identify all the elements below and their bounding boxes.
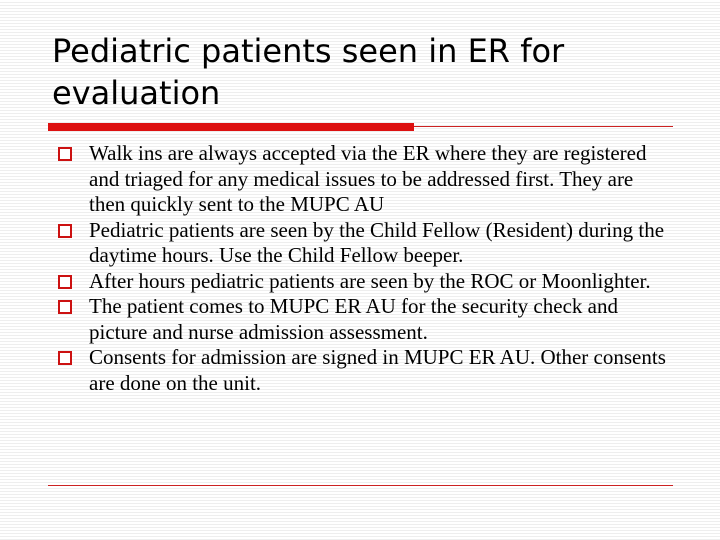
bullet-list <box>58 141 668 396</box>
title-underline-accent <box>48 123 414 131</box>
hollow-square-icon <box>58 147 72 161</box>
hollow-square-icon <box>58 300 72 314</box>
bullet-text: Walk ins are always accepted via the ER where they are registered and triaged for any medical issues to be addressed first. They are then quickly sent to the MUPC AU <box>89 141 647 216</box>
title-underline <box>48 123 673 131</box>
title-underline-thin <box>414 126 673 127</box>
bottom-divider <box>48 485 673 486</box>
bullet-item <box>58 218 668 269</box>
bullet-item <box>58 141 668 218</box>
hollow-square-icon <box>58 224 72 238</box>
slide-title: Pediatric patients seen in ER for evaluation <box>52 32 565 112</box>
bullet-item <box>58 345 668 396</box>
hollow-square-icon <box>58 351 72 365</box>
hollow-square-icon <box>58 275 72 289</box>
bullet-text: Pediatric patients are seen by the Child Fellow (Resident) during the daytime hours. Use the Child Fellow beeper. <box>89 217 665 267</box>
bullet-text: The patient comes to MUPC ER AU for the security check and picture and nurse admission assessment. <box>89 294 618 344</box>
bullet-item <box>58 294 668 345</box>
bullet-text: Consents for admission are signed in MUPC ER AU. Other consents are done on the unit. <box>89 345 666 395</box>
bullet-item <box>58 269 668 295</box>
bullet-text: After hours pediatric patients are seen by the ROC or Moonlighter. <box>89 268 651 293</box>
